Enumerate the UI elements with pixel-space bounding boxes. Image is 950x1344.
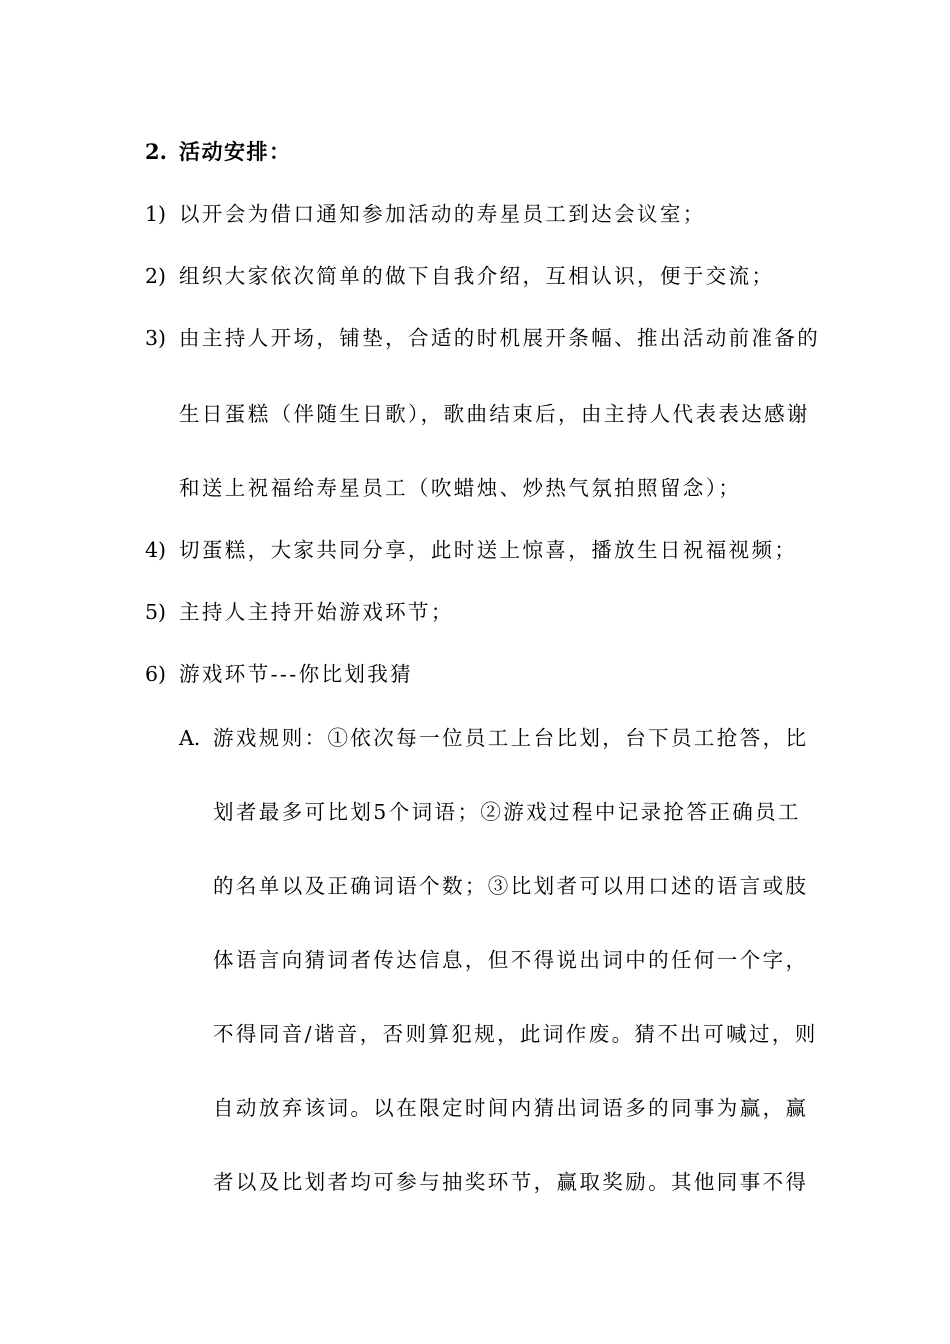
list-item-3-continuation [179, 400, 810, 428]
sub-item-continuation [213, 798, 801, 826]
list-item-text: 和送上祝福给寿星员工（吹蜡烛、炒热气氛拍照留念）； [179, 476, 742, 500]
list-item-text: 生日蛋糕（伴随生日歌），歌曲结束后，由主持人代表表达感谢 [179, 402, 810, 426]
sub-item-continuation [213, 1094, 808, 1122]
list-item-text: 游戏环节---你比划我猜 [179, 662, 414, 686]
section-number: 2. [145, 139, 167, 164]
sub-item-text: 划者最多可比划5个词语；②游戏过程中记录抢答正确员工 [213, 800, 801, 824]
sub-item-text: 体语言向猜词者传达信息，但不得说出词中的任何一个字， [213, 948, 809, 972]
list-item-text: 以开会为借口通知参加活动的寿星员工到达会议室； [179, 202, 706, 226]
sub-item-text: 的名单以及正确词语个数；③比划者可以用口述的语言或肢 [213, 874, 809, 898]
sub-item-continuation [213, 946, 808, 974]
sub-item-text: 游戏规则：①依次每一位员工上台比划，台下员工抢答，比 [213, 726, 809, 750]
list-item-text: 组织大家依次简单的做下自我介绍，互相认识，便于交流； [179, 264, 775, 288]
list-item-text: 由主持人开场，铺垫，合适的时机展开条幅、推出活动前准备的 [179, 326, 821, 350]
sub-item-continuation [213, 872, 808, 900]
sub-item-continuation [213, 1020, 818, 1048]
list-item-text: 切蛋糕，大家共同分享，此时送上惊喜，播放生日祝福视频； [179, 538, 798, 562]
list-item-number: 6) [145, 662, 167, 686]
list-item-3 [145, 324, 820, 352]
list-item-number: 4) [145, 538, 167, 562]
sub-item-text: 者以及比划者均可参与抽奖环节，赢取奖励。其他同事不得 [213, 1170, 809, 1194]
sub-item-label: A. [179, 726, 201, 750]
list-item-number: 3) [145, 326, 167, 350]
sub-item-text: 不得同音/谐音，否则算犯规，此词作废。猜不出可喊过，则 [213, 1022, 818, 1046]
sub-item-a [179, 724, 808, 752]
list-item-3-continuation [179, 474, 741, 502]
list-item-number: 2) [145, 264, 167, 288]
section-title: 活动安排： [179, 139, 292, 164]
list-item-text: 主持人主持开始游戏环节； [179, 600, 454, 624]
list-item-4 [145, 536, 797, 564]
section-heading [145, 138, 292, 166]
list-item-2 [145, 262, 774, 290]
list-item-5 [145, 598, 454, 626]
list-item-number: 5) [145, 600, 167, 624]
sub-item-text: 自动放弃该词。以在限定时间内猜出词语多的同事为赢，赢 [213, 1096, 809, 1120]
list-item-1 [145, 200, 706, 228]
list-item-number: 1) [145, 202, 167, 226]
list-item-6 [145, 660, 413, 688]
sub-item-continuation [213, 1168, 808, 1196]
